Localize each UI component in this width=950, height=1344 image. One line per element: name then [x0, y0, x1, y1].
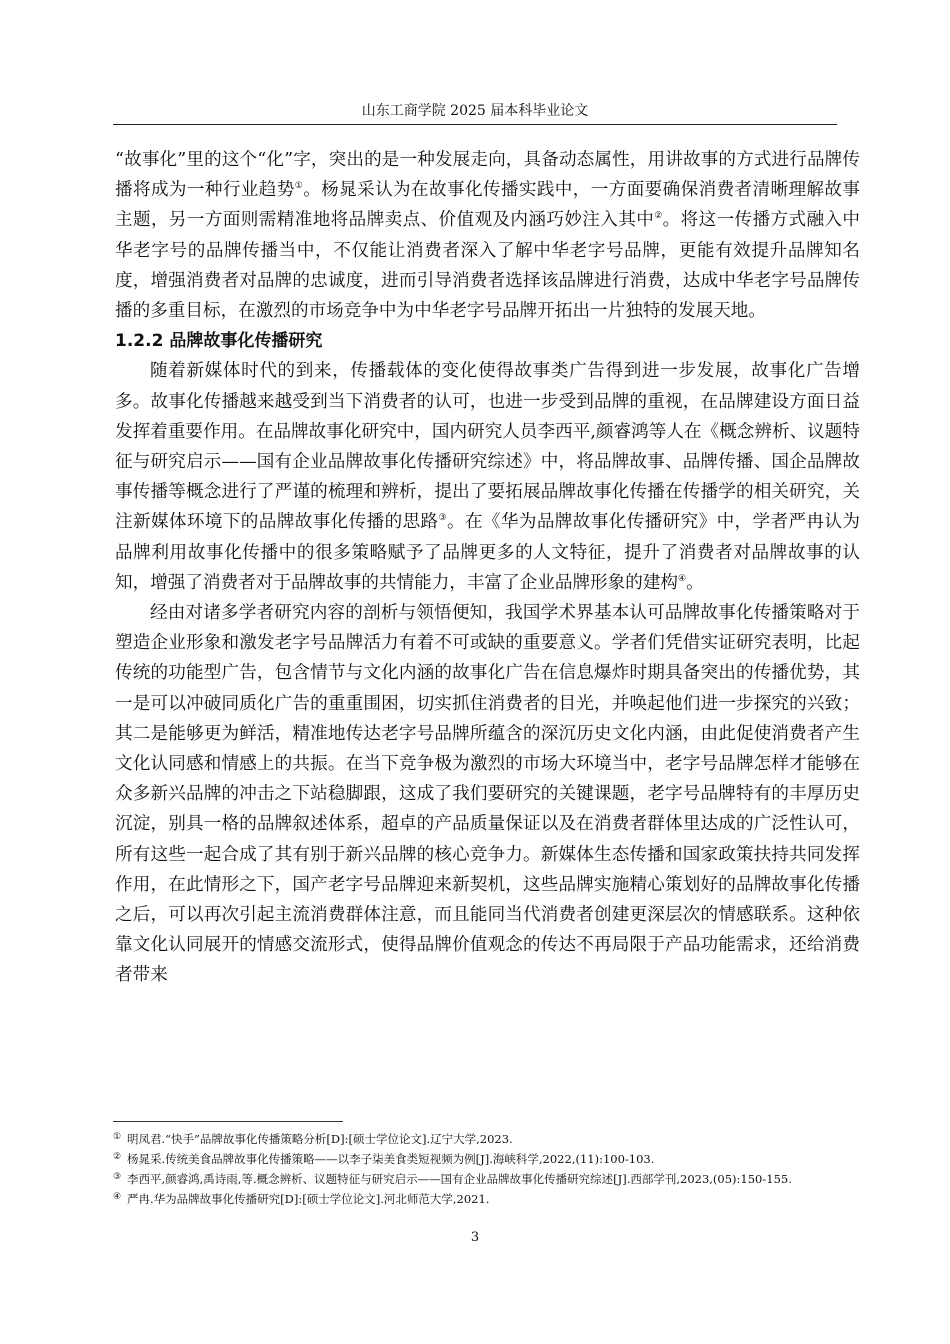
footnote-3 — [113, 1171, 837, 1187]
page-number: 3 — [470, 1230, 480, 1245]
footnote-2 — [113, 1151, 837, 1167]
paragraph-1-part-c: 。将这一传播方式融入中华老字号的品牌传播当中，不仅能让消费者深入了解中华老字号品牌，更能有效提升品牌知名度，增强消费者对品牌的忠诚度，进而引导消费者选择该品牌进行消费，达成中华老字号品牌传播的多重目标，在激烈的市场竞争中为中华老字号品牌开拓出一片独特的发展天地。 — [115, 210, 860, 322]
footnote-ref-3[interactable]: ③ — [438, 513, 447, 524]
footnote-4 — [113, 1191, 837, 1207]
footnote-ref-2[interactable]: ② — [654, 211, 663, 222]
paragraph-1-part-b: 。杨晁采认为在故事化传播实践中，一方面要确保消费者清晰理解故事主题，另一方面则需精准地将品牌卖点、价值观及内涵巧妙注入其中 — [115, 180, 860, 231]
footnote-mark: ② — [113, 1152, 122, 1162]
footnote-mark: ④ — [113, 1192, 122, 1202]
footnote-1 — [113, 1131, 837, 1147]
paragraph-2-part-a: 随着新媒体时代的到来，传播载体的变化使得故事类广告得到进一步发展，故事化广告增多。故事化传播越来越受到当下消费者的认可，也进一步受到品牌的重视，在品牌建设方面日益发挥着重要作用。在品牌故事化研究中，国内研究人员李西平,颜睿鸿等人在《概念辨析、议题特征与研究启示——国有企业品牌故事化传播研究综述》中，将品牌故事、品牌传播、国企品牌故事传播等概念进行了严谨的梳理和辨析，提出了要拓展品牌故事化传播在传播学的相关研究，关注新媒体环境下的品牌故事化传播的思路 — [115, 361, 860, 533]
footnote-text: 李西平,颜睿鸿,禹诗雨,等.概念辨析、议题特征与研究启示——国有企业品牌故事化传播研究综述[J].西部学刊,2023,(05):150-155. — [127, 1172, 792, 1186]
body-text — [115, 145, 860, 991]
paragraph-2 — [115, 356, 860, 598]
paragraph-1 — [115, 145, 860, 326]
paragraph-3: 经由对诸多学者研究内容的剖析与领悟便知，我国学术界基本认可品牌故事化传播策略对于塑造企业形象和激发老字号品牌活力有着不可或缺的重要意义。学者们凭借实证研究表明，比起传统的功能型广告，包含情节与文化内涵的故事化广告在信息爆炸时期具备突出的传播优势，其一是可以冲破同质化广告的重重围困，切实抓住消费者的目光，并唤起他们进一步探究的兴致；其二是能够更为鲜活，精准地传达老字号品牌所蕴含的深沉历史文化内涵，由此促使消费者产生文化认同感和情感上的共振。在当下竞争极为激烈的市场大环境当中，老字号品牌怎样才能够在众多新兴品牌的冲击之下站稳脚跟，这成了我们要研究的关键课题，老字号品牌特有的丰厚历史沉淀，别具一格的品牌叙述体系，超卓的产品质量保证以及在消费者群体里达成的广泛性认可，所有这些一起合成了其有别于新兴品牌的核心竞争力。新媒体生态传播和国家政策扶持共同发挥作用，在此情形之下，国产老字号品牌迎来新契机，这些品牌实施精心策划好的品牌故事化传播之后，可以再次引起主流消费群体注意，而且能同当代消费者创建更深层次的情感联系。这种依靠文化认同展开的情感交流形式，使得品牌价值观念的传达不再局限于产品功能需求，还给消费者带来 — [115, 603, 860, 986]
paragraph-2-part-b: 。在《华为品牌故事化传播研究》中，学者严冉认为品牌利用故事化传播中的很多策略赋予了品牌更多的人文特征，提升了消费者对品牌故事的认知，增强了消费者对于品牌故事的共情能力，丰富了企业品牌形象的建构 — [115, 512, 860, 593]
paragraph-1-part-a: “故事化”里的这个“化”字，突出的是一种发展走向，具备动态属性，用讲故事的方式进行品牌传播将成为一种行业趋势 — [115, 150, 860, 201]
running-header: 山东工商学院 2025 届本科毕业论文 — [361, 103, 589, 119]
footnote-ref-4[interactable]: ④ — [678, 573, 687, 584]
footnote-text: 杨晁采.传统美食品牌故事化传播策略——以李子柒美食类短视频为例[J].海峡科学,2022,(11):100-103. — [127, 1152, 655, 1166]
footnote-text: 明凤君.“快手”品牌故事化传播策略分析[D]:[硕士学位论文].辽宁大学,2023. — [127, 1132, 513, 1146]
footnote-rule — [113, 1121, 343, 1122]
header-rule — [113, 124, 837, 125]
footnotes — [113, 1131, 837, 1211]
footnote-mark: ③ — [113, 1172, 122, 1182]
paragraph-2-part-c: 。 — [686, 572, 704, 593]
section-heading: 1.2.2 品牌故事化传播研究 — [115, 331, 323, 352]
footnote-text: 严冉.华为品牌故事化传播研究[D]:[硕士学位论文].河北师范大学,2021. — [127, 1192, 490, 1206]
footnote-mark: ① — [113, 1132, 122, 1142]
footnote-ref-1[interactable]: ① — [294, 181, 304, 192]
